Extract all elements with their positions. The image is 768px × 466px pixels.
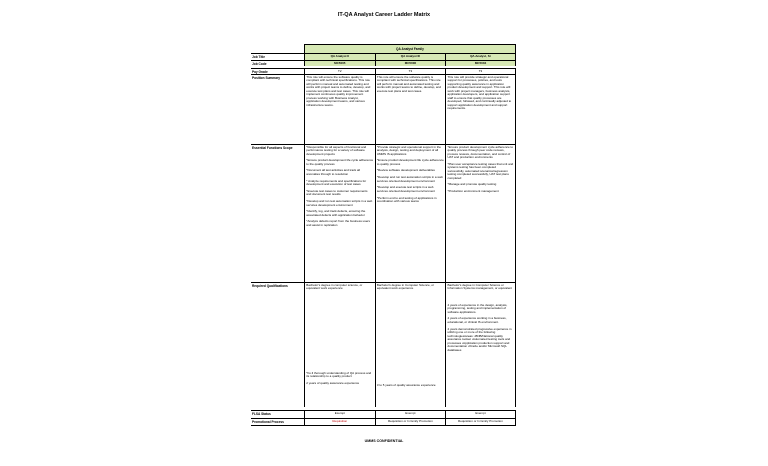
promotional-row <box>251 418 516 426</box>
function-item: *Provide strategic and operational support in the analysis, design, testing and deployment of all UMMS IS applications <box>376 145 441 156</box>
function-item: *Develop and execute test scripts in a web services oriented development environment <box>376 185 435 193</box>
pay-grade-row <box>251 68 516 74</box>
function-item: *Production environment management <box>447 189 499 194</box>
row-label-flsa: FLSA Status <box>252 411 271 416</box>
pay-grade-cell: T2 <box>304 69 375 74</box>
page-title: IT-QA Analyst Career Ladder Matrix <box>337 12 431 18</box>
row-label-job-title: Job Title <box>252 54 266 59</box>
qualifications-cell <box>445 283 516 407</box>
job-title-cell: QA Analyst II <box>304 54 375 60</box>
function-item: *Plan user acceptance testing cases that unit and systems testing has been completed successfully, automated scenarios/regression testing completed successfully, UAT test plans completed <box>447 161 514 180</box>
job-title-cell: QA Analyst III <box>375 54 446 60</box>
functions-cell <box>445 145 516 282</box>
row-label-qualifications: Required Qualifications <box>252 283 288 288</box>
function-item: *Ensure product development life cycle adherence to quality process <box>376 158 444 166</box>
promo-cell: Requisition <box>304 419 375 425</box>
function-item: *Identify, log, and track defects, ensuring the associated defects with application behavior <box>306 209 366 217</box>
family-header: QA Analyst Family <box>304 44 516 53</box>
qualification-item: 2 years of quality assurance experience <box>306 380 360 385</box>
flsa-row <box>251 410 516 418</box>
row-label-pay-grade: Pay Grade <box>252 69 268 74</box>
function-item: * Analyze requirements and specifications for development and execution of test cases <box>306 178 367 187</box>
summary-row <box>251 74 516 144</box>
function-item: *Analyze defects report from the business users and assist in replication <box>306 219 370 227</box>
career-ladder-table <box>251 44 516 426</box>
function-item: *Manage and promote quality testing <box>447 182 497 187</box>
summary-cell: This role will provide strategic and operational support for processes, policies, and tools supporting quality assurance in application product development and support. This role will work with project managers, business analysts, application developers, and application support staff to ensure that quality processes are developed, followed, and continually adjusted to support application development and support requirements. <box>445 75 516 144</box>
function-item: *Document all test activities and track all anomalies through to resolution <box>306 168 360 176</box>
job-code-cell: MC5004 <box>445 61 516 66</box>
qualification-item: 4 years of experience working in a business, educational, or clinical IS environment. <box>447 316 507 324</box>
qualification-item: Bachelor's degree in computer science, or equivalent work experience <box>306 283 363 291</box>
summary-cell: This role will ensure the software quality is compliant with technical specifications. This role will perform manual and automated testing and works with project teams to define, develop, and execute test plans and test cases. <box>375 75 446 144</box>
row-label-summary: Position Summary <box>252 75 280 80</box>
promo-cell: Requisition or In family Promotion <box>445 419 516 425</box>
flsa-cell: Exempt <box>304 411 375 418</box>
qualification-item: 4 years of experience in the design, analysis, programming, testing and implementation of software applications. <box>447 302 508 314</box>
row-label-job-code: Job Code <box>252 61 267 66</box>
qualification-item: Bachelor's degree in Computer Science, or equivalent work experience <box>376 283 434 291</box>
row-label-promotional: Promotional Process <box>252 419 284 424</box>
summary-cell: This role will ensure the software quality is compliant with technical specifications. This role will perform manual and automated testing and works with project teams to define, develop, and execute test plans and test cases. This role will implement continuous quality improvement process working with Business Analyst, application development teams, and various infrastructure teams. <box>304 75 375 144</box>
function-item: *Ensure product development life cycle adherence to the quality process <box>306 158 374 166</box>
job-code-cell: MC5005 <box>304 61 375 66</box>
job-code-cell: MC5006 <box>375 61 446 66</box>
function-item: *Develop and run test automation scripts in a web services development environment <box>306 199 373 207</box>
row-label-essential: Essential Functions Scope <box>252 145 293 150</box>
function-item: *Perform end to end testing of applications in coordination with various teams <box>376 195 437 204</box>
function-item: *Review software development deliverables <box>376 168 435 173</box>
job-code-row <box>251 60 516 66</box>
qualifications-row <box>251 282 516 407</box>
job-title-cell: QA Analyst, Sr <box>445 54 516 60</box>
function-item: *Develop and run test automation scripts in a web services oriented development environment <box>376 175 443 183</box>
qualifications-cell <box>375 283 446 407</box>
qualification-item: Bachelor's degree in Computer Science or Information Systems management, or equivalent <box>447 283 513 291</box>
flsa-cell: Exempt <box>445 411 516 418</box>
functions-cell <box>304 145 375 282</box>
confidential-footer: UMMS CONFIDENTIAL <box>364 439 404 443</box>
functions-cell <box>375 145 446 282</box>
flsa-cell: Exempt <box>375 411 446 418</box>
pay-grade-cell: T3 <box>445 69 516 74</box>
qualification-item: *Fo.ll thorough understanding of QA process and its relationship to a quality product <box>306 370 372 379</box>
job-title-row <box>251 53 516 60</box>
pay-grade-cell: T3 <box>375 69 446 74</box>
qualifications-cell <box>304 283 375 407</box>
promo-cell: Requisition or In family Promotion <box>375 419 446 425</box>
function-item: *Execute test cases to customer requirements and document test results <box>306 188 368 197</box>
function-item: *Ensure product development cycle adherence to quality process through peer code reviews, process reviews, documentation, and control of UAT and production environments <box>447 145 514 160</box>
function-item: *Responsible for all aspects of functional and performance testing for a variety of software development projects <box>306 145 367 156</box>
qualification-item: 4 years demonstrated progressive experience in utilizing one or more of the following technologies/areas: •BNB/National quality assurance toolset •Automated testing tools and processes •Application production support and documentation •Oracle and/or Microsoft SQL databases <box>447 326 512 352</box>
essential-functions-row <box>251 144 516 282</box>
qualification-item: 3 to 5 years of quality assurance experience <box>376 382 436 387</box>
